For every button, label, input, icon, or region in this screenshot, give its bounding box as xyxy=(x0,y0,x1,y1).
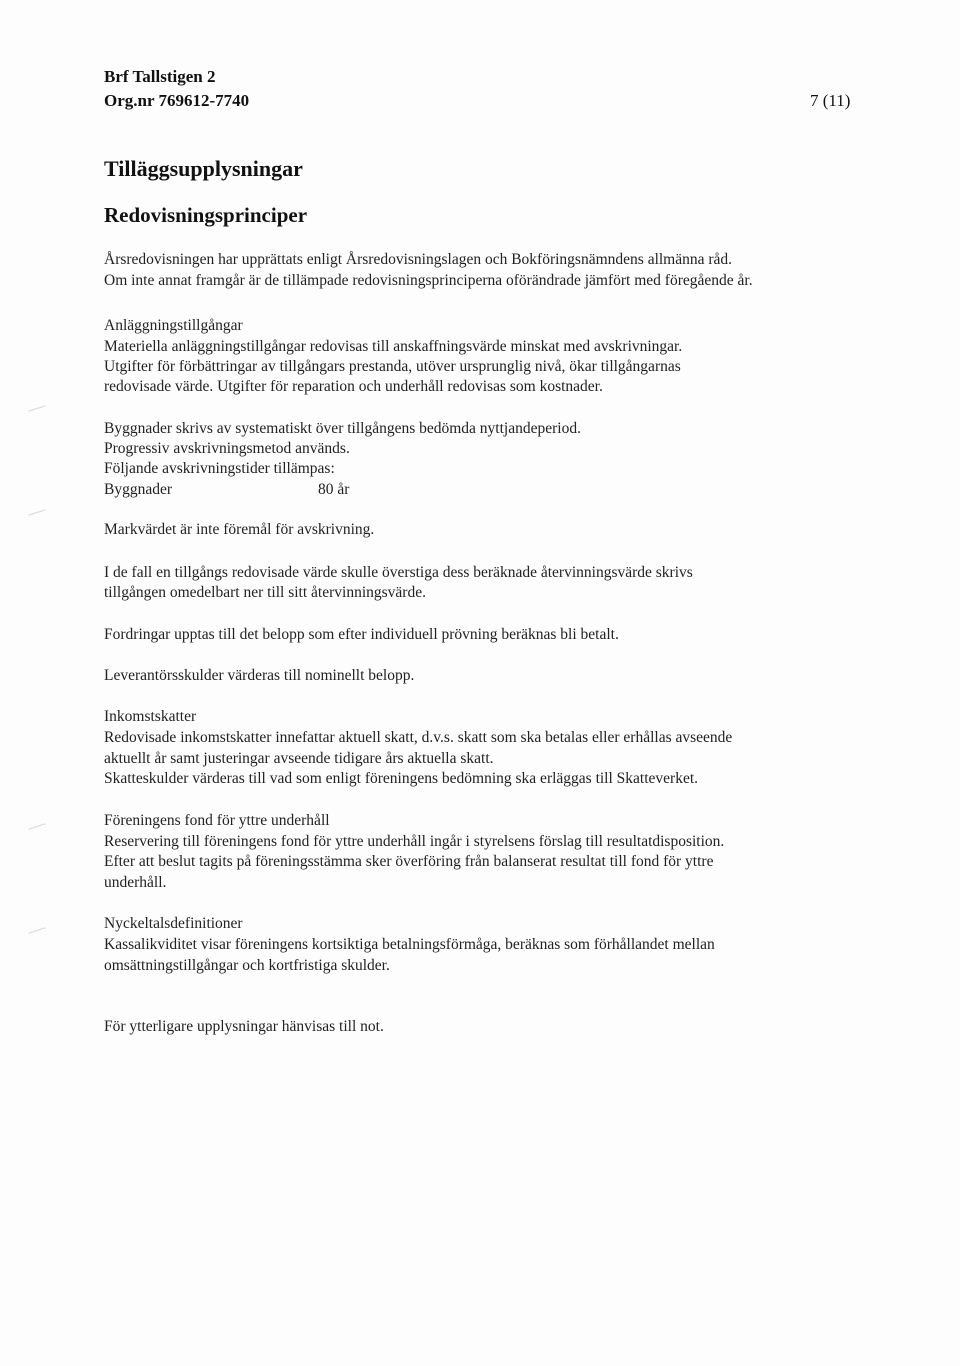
maintenance-fund-heading: Föreningens fond för yttre underhåll xyxy=(104,812,330,829)
key-ratios-line-2: omsättningstillgångar och kortfristiga skulder. xyxy=(104,957,390,974)
maintenance-fund-line-2: Efter att beslut tagits på föreningsstämma sker överföring från balanserat resultat till fond för yttre xyxy=(104,853,714,870)
page-title: Tilläggsupplysningar xyxy=(104,156,303,181)
key-ratios-line-1: Kassalikviditet visar föreningens kortsiktiga betalningsförmåga, beräknas som förhållandet mellan xyxy=(104,936,715,953)
key-ratios-heading: Nyckeltalsdefinitioner xyxy=(104,915,243,932)
payables-note: Leverantörsskulder värderas till nominellt belopp. xyxy=(104,667,415,684)
impairment-line-2: tillgången omedelbart ner till sitt återvinningsvärde. xyxy=(104,584,426,601)
depreciation-item-value: 80 år xyxy=(318,481,350,498)
footer-note: För ytterligare upplysningar hänvisas till not. xyxy=(104,1018,384,1035)
section-title: Redovisningsprinciper xyxy=(104,203,308,227)
depreciation-line-2: Progressiv avskrivningsmetod används. xyxy=(104,440,350,457)
fixed-assets-heading: Anläggningstillgångar xyxy=(104,317,243,334)
maintenance-fund-line-1: Reservering till föreningens fond för yttre underhåll ingår i styrelsens förslag till resultatdisposition. xyxy=(104,833,725,850)
organization-number: Org.nr 769612-7740 xyxy=(104,91,250,110)
fixed-assets-line-2: Utgifter för förbättringar av tillgångars prestanda, utöver ursprunglig nivå, ökar tillgångarnas xyxy=(104,358,681,375)
income-tax-heading: Inkomstskatter xyxy=(104,708,197,725)
depreciation-item-label: Byggnader xyxy=(104,481,173,498)
impairment-line-1: I de fall en tillgångs redovisade värde skulle överstiga dess beräknade återvinningsvärde skrivs xyxy=(104,564,693,581)
intro-line-1: Årsredovisningen har upprättats enligt Årsredovisningslagen och Bokföringsnämndens allmänna råd. xyxy=(104,251,733,268)
page-number: 7 (11) xyxy=(810,91,851,110)
land-value-note: Markvärdet är inte föremål för avskrivning. xyxy=(104,521,375,538)
intro-line-2: Om inte annat framgår är de tillämpade redovisningsprinciperna oförändrade jämfört med föregående år. xyxy=(104,272,753,289)
income-tax-line-1: Redovisade inkomstskatter innefattar aktuell skatt, d.v.s. skatt som ska betalas eller erhållas avseende xyxy=(104,729,733,746)
receivables-note: Fordringar upptas till det belopp som efter individuell prövning beräknas bli betalt. xyxy=(104,626,619,643)
depreciation-line-3: Följande avskrivningstider tillämpas: xyxy=(104,460,335,477)
scan-mark xyxy=(28,405,45,412)
fixed-assets-line-1: Materiella anläggningstillgångar redovisas till anskaffningsvärde minskat med avskrivningar. xyxy=(104,338,683,355)
scan-mark xyxy=(28,509,45,516)
scan-mark xyxy=(28,927,45,934)
scan-mark xyxy=(28,823,45,830)
fixed-assets-line-3: redovisade värde. Utgifter för reparation och underhåll redovisas som kostnader. xyxy=(104,378,603,395)
maintenance-fund-line-3: underhåll. xyxy=(104,874,167,891)
income-tax-line-2: aktuellt år samt justeringar avseende tidigare års aktuella skatt. xyxy=(104,750,494,767)
income-tax-line-3: Skatteskulder värderas till vad som enligt föreningens bedömning ska erläggas till Skatteverket. xyxy=(104,770,699,787)
organization-name: Brf Tallstigen 2 xyxy=(104,67,216,86)
depreciation-line-1: Byggnader skrivs av systematiskt över tillgångens bedömda nyttjandeperiod. xyxy=(104,420,581,437)
